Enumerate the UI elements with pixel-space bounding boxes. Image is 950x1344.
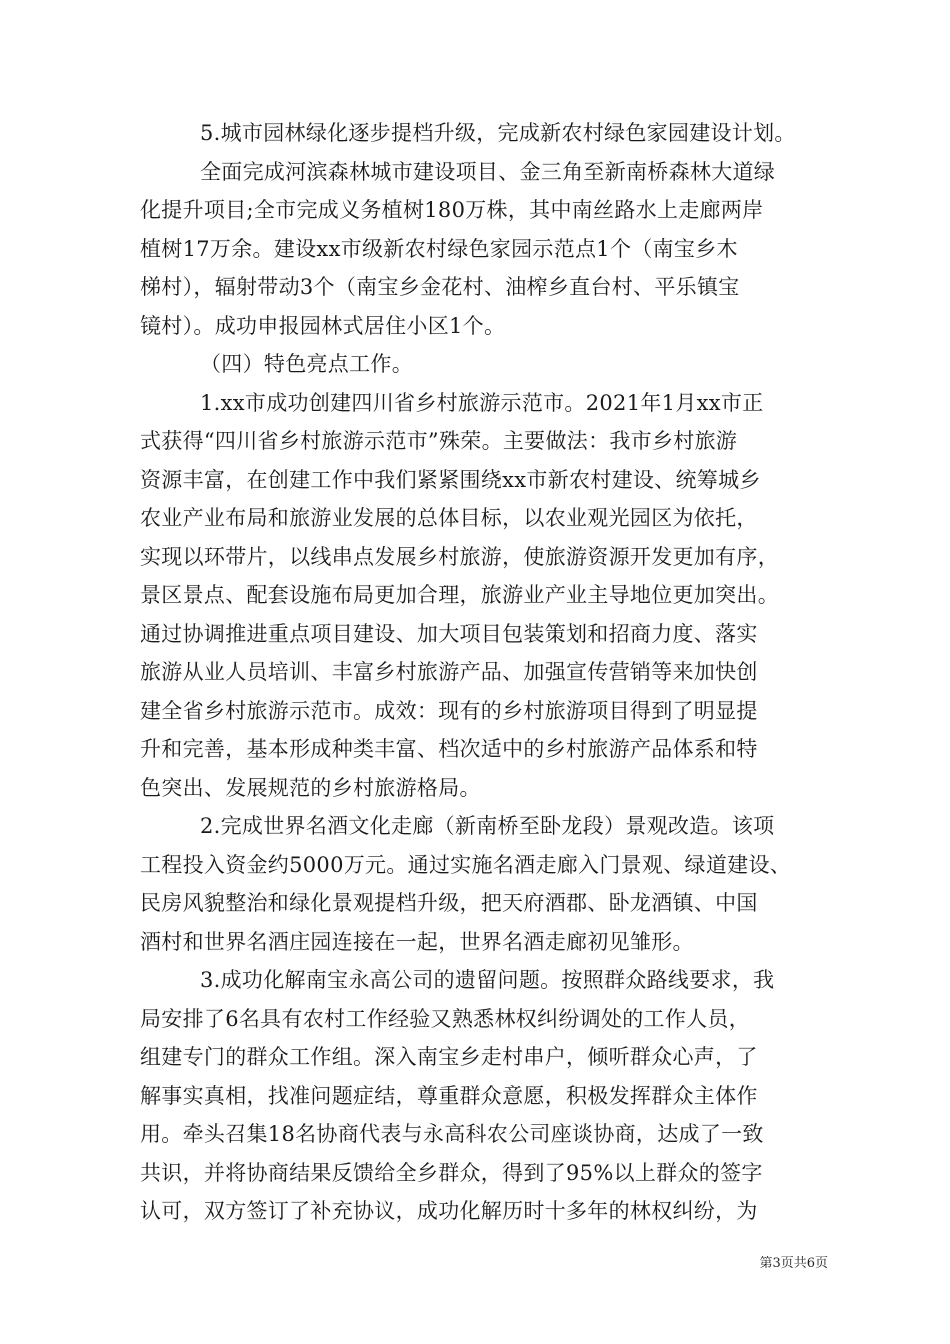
text-line: 5.城市园林绿化逐步提档升级，完成新农村绿色家园建设计划。: [200, 121, 796, 145]
page-number: 第3页共6页: [759, 1256, 828, 1271]
text-line: 式获得“四川省乡村旅游示范市”殊荣。主要做法：我市乡村旅游: [140, 429, 738, 453]
text-line: 1.xx市成功创建四川省乡村旅游示范市。2021年1月xx市正: [200, 390, 764, 415]
document-body: [140, 114, 830, 1231]
text-line: 组建专门的群众工作组。深入南宝乡走村串户，倾听群众心声，了: [140, 1045, 758, 1069]
text-line: 梯村），辐射带动3个（南宝乡金花村、油榨乡直台村、平乐镇宝: [140, 275, 740, 299]
text-line: 通过协调推进重点项目建设、加大项目包装策划和招商力度、落实: [140, 621, 758, 646]
text-line: 资源丰富，在创建工作中我们紧紧围绕xx市新农村建设、统筹城乡: [140, 467, 761, 492]
text-line: （四）特色亮点工作。: [200, 352, 413, 376]
text-line: 色突出、发展规范的乡村旅游格局。: [140, 775, 481, 800]
text-line: 升和完善，基本形成种类丰富、档次适中的乡村旅游产品体系和特: [140, 737, 758, 761]
text-line: 共识，并将协商结果反馈给全乡群众，得到了95%以上群众的签字: [140, 1160, 763, 1185]
text-line: 民房风貌整治和绿化景观提档升级，把天府酒郡、卧龙酒镇、中国: [140, 891, 758, 915]
text-line: 3.成功化解南宝永高公司的遗留问题。按照群众路线要求，我: [200, 968, 775, 992]
text-line: 化提升项目;全市完成义务植树180万株，其中南丝路水上走廊两岸: [140, 198, 764, 222]
text-line: 局安排了6名具有农村工作经验又熟悉林权纠纷调处的工作人员，: [140, 1006, 751, 1031]
text-line: 解事实真相，找准问题症结，尊重群众意愿，积极发挥群众主体作: [140, 1083, 758, 1108]
text-line: 工程投入资金约5000万元。通过实施名酒走廊入门景观、绿道建设、: [140, 852, 792, 877]
text-line: 农业产业布局和旅游业发展的总体目标，以农业观光园区为依托，: [140, 506, 758, 530]
text-line: 2.完成世界名酒文化走廊（新南桥至卧龙段）景观改造。该项: [200, 814, 775, 838]
text-line: 实现以环带片，以线串点发展乡村旅游，使旅游资源开发更加有序，: [140, 544, 779, 569]
text-line: 镜村）。成功申报园林式居住小区1个。: [140, 313, 506, 338]
text-line: 全面完成河滨森林城市建设项目、金三角至新南桥森林大道绿: [200, 159, 776, 184]
text-line: 用。牵头召集18名协商代表与永高科农公司座谈协商，达成了一致: [140, 1122, 764, 1146]
text-line: 酒村和世界名酒庄园连接在一起，世界名酒走廊初见雏形。: [140, 929, 694, 954]
text-line: 认可，双方签订了补充协议，成功化解历时十多年的林权纠纷，为: [140, 1199, 758, 1223]
text-line: 植树17万余。建设xx市级新农村绿色家园示范点1个（南宝乡木: [140, 236, 738, 261]
text-line: 旅游从业人员培训、丰富乡村旅游产品、加强宣传营销等来加快创: [140, 660, 758, 684]
text-line: 建全省乡村旅游示范市。成效：现有的乡村旅游项目得到了明显提: [140, 698, 758, 723]
text-line: 景区景点、配套设施布局更加合理，旅游业产业主导地位更加突出。: [140, 583, 779, 607]
